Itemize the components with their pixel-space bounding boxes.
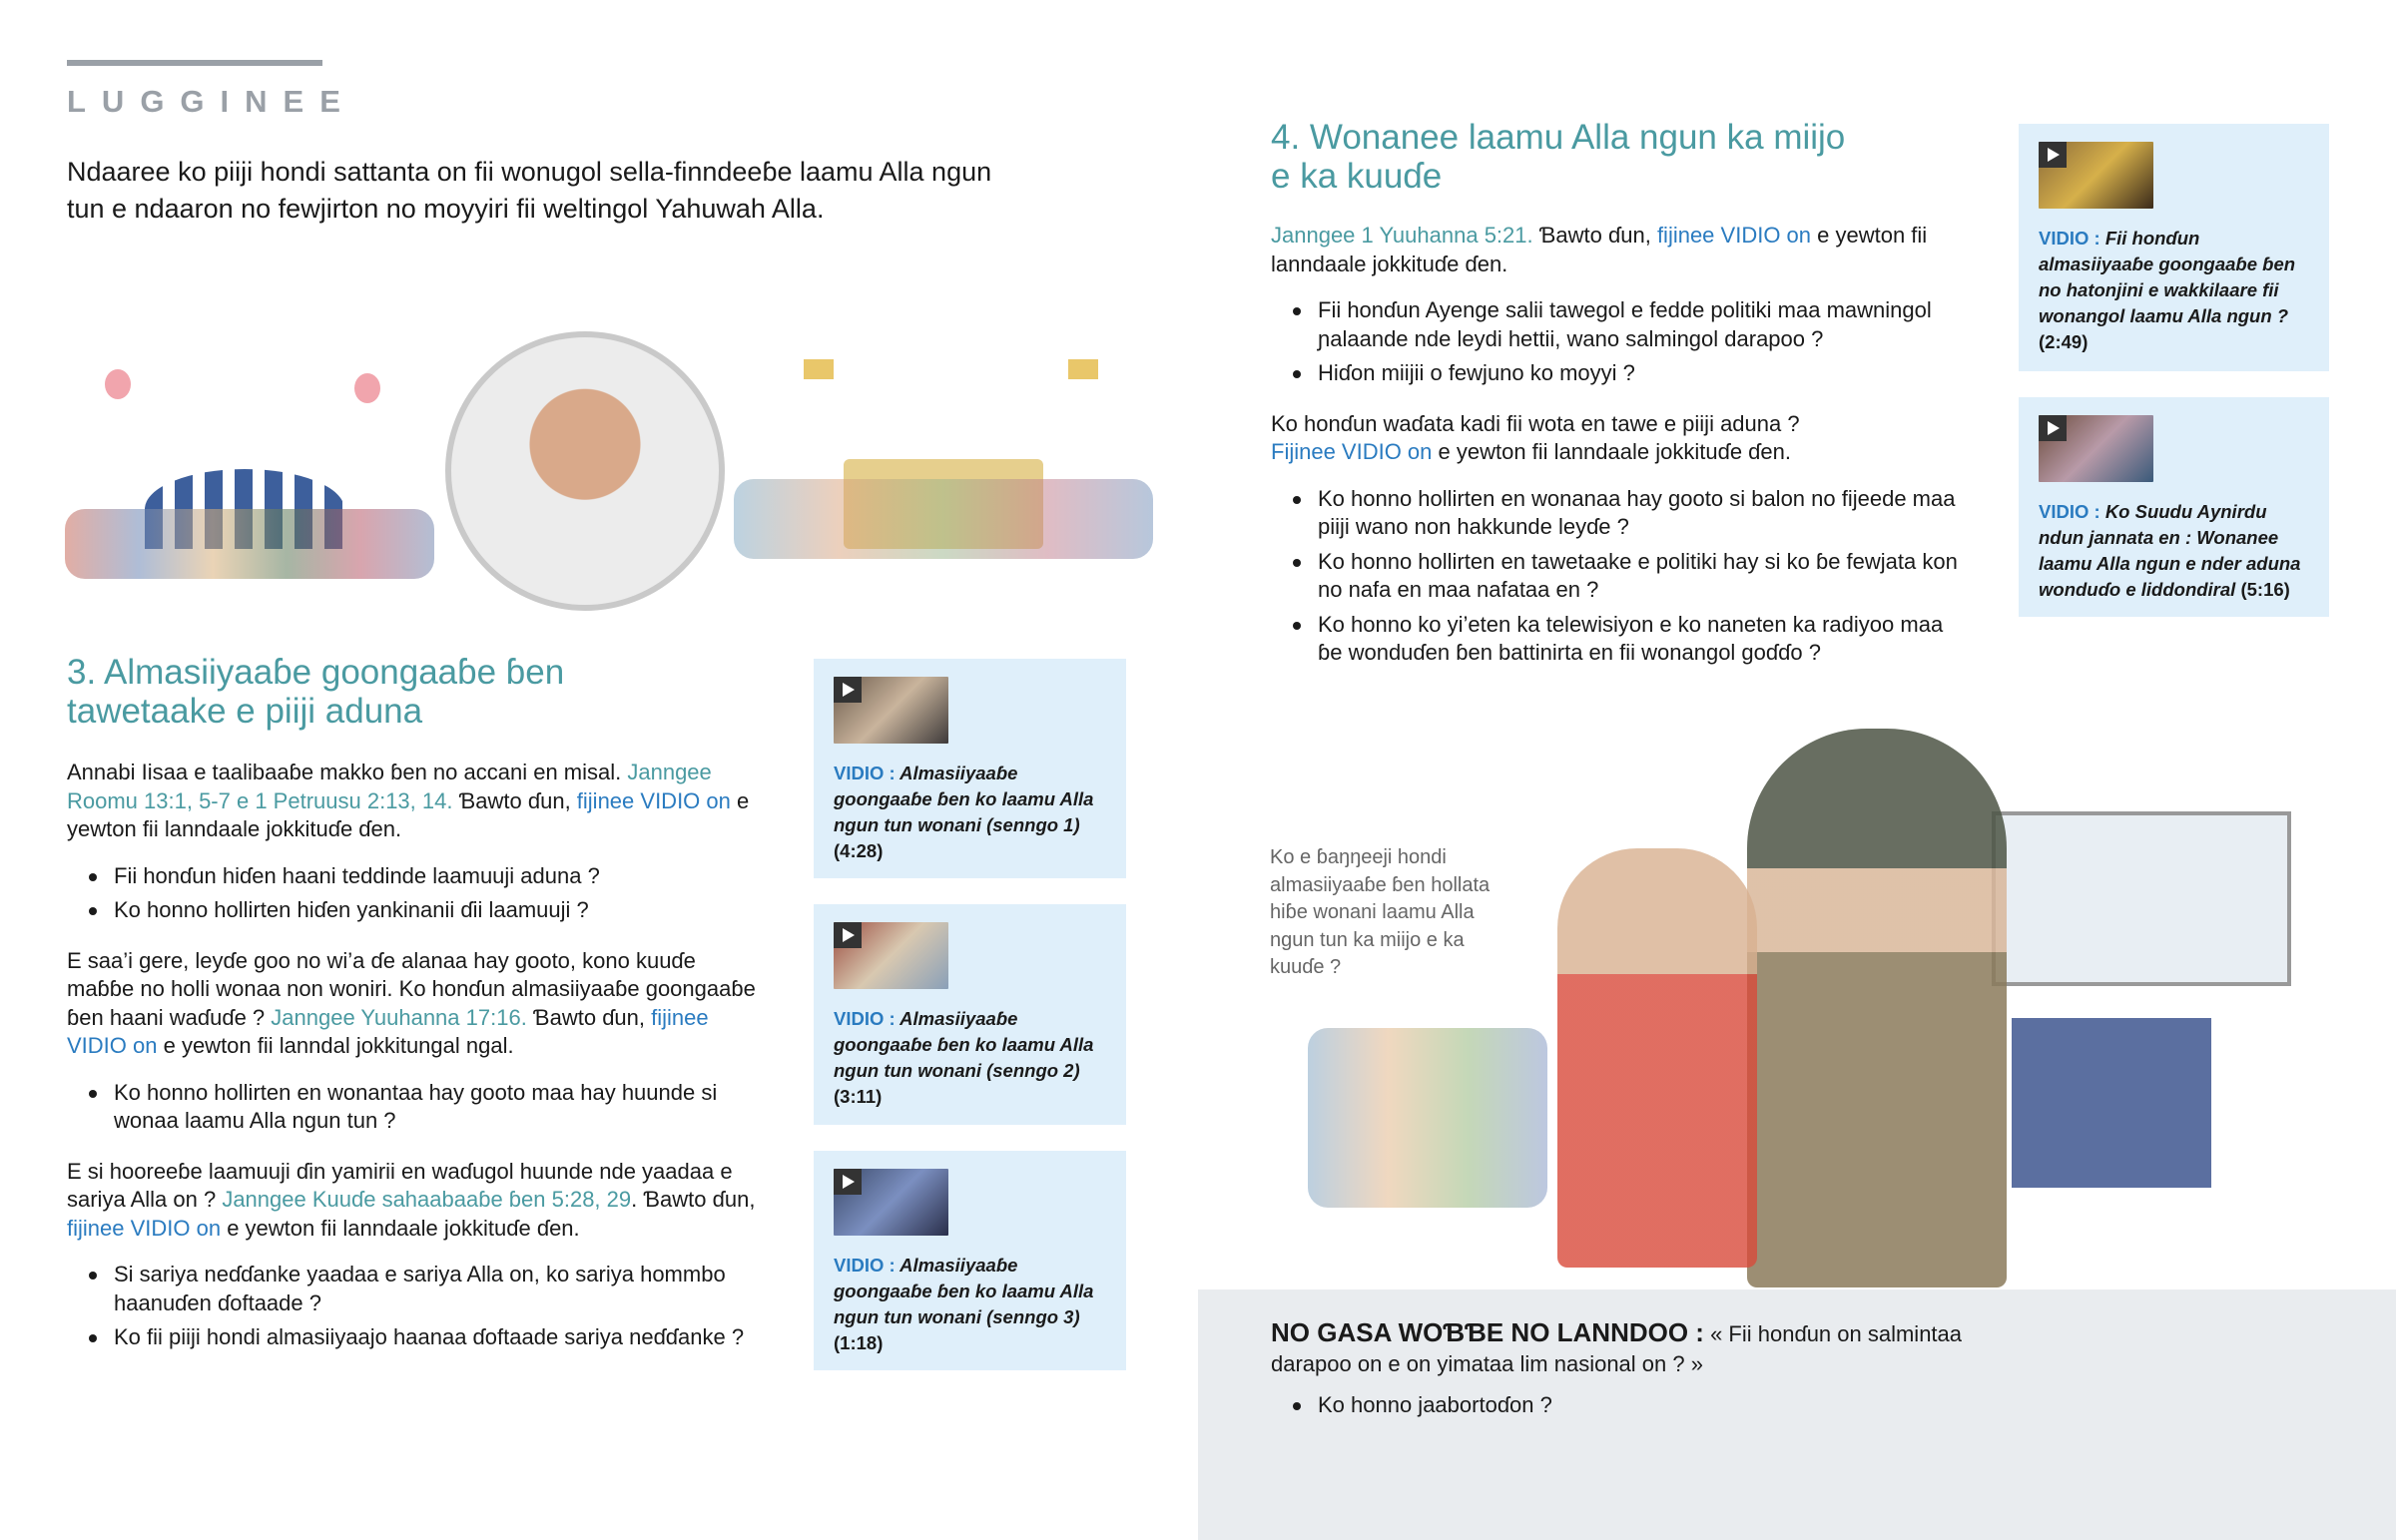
- video-duration: (2:49): [2039, 331, 2089, 352]
- text: Ɓawto ɗun,: [526, 1004, 652, 1030]
- video-duration: (3:11): [834, 1086, 883, 1107]
- scripture-link[interactable]: Janngee 1 Yuuhanna 5:21.: [1271, 223, 1533, 248]
- header-rule: [67, 60, 322, 66]
- text: e yewton fii lanndaale jokkituɗe ɗen.: [221, 1215, 580, 1241]
- video-card[interactable]: [814, 1151, 1126, 1370]
- flag: [1068, 359, 1098, 379]
- tv-screen: [1992, 811, 2291, 986]
- discussion-box: [1198, 1289, 2396, 1540]
- question-item: Fii honɗun Ayenge salii tawegol e fedde politiki maa mawningol ɲalaande nde leydi hettii, wano salmingol darapoo ?: [1271, 296, 1970, 353]
- fan: [1557, 848, 1757, 1268]
- rally-illustration-left: [65, 359, 434, 589]
- section-4-title: 4. Wonanee laamu Alla ngun ka miijo e ka kuuɗe: [1271, 118, 1846, 196]
- play-icon[interactable]: [834, 922, 862, 948]
- video-thumbnail[interactable]: [834, 677, 948, 744]
- discussion-prompt: [1271, 1317, 1990, 1379]
- paragraph: [67, 759, 766, 844]
- question-item: Ko honno hollirten hiɗen yankinanii ɗii laamuuji ?: [67, 896, 766, 925]
- video-label: VIDIO :: [2039, 228, 2100, 249]
- video-duration: (4:28): [834, 840, 884, 861]
- balloons: [105, 369, 131, 399]
- question-item: Ko honno ko yi’eten ka telewisiyon e ko naneten ka radiyoo maa ɓe wonduɗen ɓen battinirta en fii wonangol goɗɗo ?: [1271, 611, 1970, 668]
- video-title[interactable]: Almasiiyaaɓe goongaaɓe ɓen ko laamu Alla ngun tun wonani (senngo 3): [834, 1255, 1094, 1327]
- text: Annabi Iisaa e taalibaaɓe makko ɓen no accani en misal.: [67, 760, 628, 784]
- question-list: [1271, 296, 1970, 388]
- video-thumbnail[interactable]: [834, 1169, 948, 1236]
- text: Ɓawto ɗun,: [452, 787, 577, 813]
- question-list: [67, 1079, 766, 1136]
- text: e yewton fii lanndaale jokkituɗe ɗen.: [67, 787, 750, 841]
- paragraph: [67, 1158, 766, 1244]
- text: e yewton fii lanndal jokkitungal ngal.: [157, 1033, 514, 1058]
- rally-illustration-right: [734, 359, 1153, 589]
- portrait-politician: [445, 331, 725, 611]
- video-label: VIDIO :: [2039, 501, 2100, 522]
- video-title[interactable]: Fii honɗun almasiiyaaɓe goongaaɓe ɓen no hatonjini e wakkilaare fii wonangol laamu Alla ngun ?: [2039, 228, 2296, 326]
- video-title[interactable]: Ko Suudu Aynirdu ndun jannata en : Wonanee laamu Alla ngun e nder aduna wonduɗo e liddondiral: [2039, 501, 2301, 600]
- neutrality-illustration: [1298, 699, 2356, 1289]
- video-card[interactable]: [2019, 397, 2329, 617]
- text: Ko honɗun waɗata kadi fii wota en tawe e piiji aduna ?: [1271, 410, 1800, 436]
- text: e yewton fii lanndaale jokkituɗe ɗen.: [1271, 223, 1928, 276]
- video-card[interactable]: [814, 659, 1126, 878]
- intro-text: Ndaaree ko piiji hondi sattanta on fii wonugol sella-finndeeɓe laamu Alla ngun tun e ndaaron no fewjirton no moyyiri fii weltingol Yahuwah Alla.: [67, 157, 992, 224]
- question-item: Ko honno hollirten en wonantaa hay gooto maa hay huunde si wonaa laamu Alla ngun tun ?: [67, 1079, 766, 1136]
- video-duration: (5:16): [2240, 579, 2290, 600]
- text: E si hooreeɓe laamuuji ɗin yamirii en waɗugol huunde nde yaadaa e sariya Alla on ?: [67, 1158, 733, 1212]
- video-label: VIDIO :: [834, 1008, 896, 1029]
- flag: [804, 359, 834, 379]
- play-icon[interactable]: [834, 1169, 862, 1195]
- protest-crowd: [1308, 1028, 1547, 1208]
- video-thumbnail[interactable]: [2039, 415, 2153, 482]
- discussion-list: [1271, 1391, 1970, 1426]
- video-link[interactable]: Fijinee VIDIO on: [1271, 439, 1433, 464]
- paragraph: [1271, 222, 1970, 278]
- section-4: [1271, 118, 1970, 690]
- text: . Ɓawto ɗun,: [631, 1187, 756, 1212]
- video-card[interactable]: [814, 904, 1126, 1125]
- scripture-link[interactable]: Janngee Kuuɗe sahaabaaɓe ɓen 5:28, 29: [222, 1187, 632, 1212]
- question-list: [67, 862, 766, 925]
- balloons: [354, 373, 380, 403]
- video-link[interactable]: fijinee VIDIO on: [576, 787, 731, 813]
- question-item: Fii honɗun hiɗen haani teddinde laamuuji aduna ?: [67, 862, 766, 891]
- video-duration: (1:18): [834, 1332, 884, 1353]
- crowd: [65, 509, 434, 579]
- section-3: [67, 653, 766, 1374]
- video-label: VIDIO :: [834, 763, 896, 783]
- illustration-caption: Ko e ɓaŋŋeeji hondi almasiiyaaɓe ɓen hollata hiɓe wonani laamu Alla ngun tun ka miijo e ka kuuɗe ?: [1270, 846, 1491, 978]
- play-icon[interactable]: [2039, 142, 2067, 168]
- question-item: Ko honno hollirten en wonanaa hay gooto si balon no fijeede maa piiji wano non hakkunde leyɗe ?: [1271, 485, 1970, 542]
- section-3-title: 3. Almasiiyaaɓe goongaaɓe ɓen tawetaake e piiji aduna: [67, 653, 565, 731]
- section-kicker: LUGGINEE: [67, 84, 356, 119]
- video-link[interactable]: fijinee VIDIO on: [1656, 223, 1812, 248]
- text: e yewton fii lanndaale jokkituɗe ɗen.: [1432, 439, 1791, 464]
- video-title[interactable]: Almasiiyaaɓe goongaaɓe ɓen ko laamu Alla ngun tun wonani (senngo 1): [834, 763, 1094, 835]
- crowd: [734, 479, 1153, 559]
- video-label: VIDIO :: [834, 1255, 896, 1276]
- scripture-link[interactable]: Janngee Roomu 13:1, 5-7 e 1 Petruusu 2:13, 14.: [67, 760, 712, 813]
- question-item: Ko fii piiji hondi almasiiyaajo haanaa ɗoftaade sariya neɗɗanke ?: [67, 1323, 766, 1352]
- question-item: Ko honno jaabortoɗon ?: [1271, 1391, 1970, 1420]
- discussion-label: NO GASA WOƁƁE NO LANNDOO :: [1271, 1317, 1704, 1347]
- question-list: [67, 1261, 766, 1352]
- question-list: [1271, 485, 1970, 668]
- ballot-box: [2012, 1018, 2211, 1188]
- text: E saa’i gere, leyɗe goo no wi’a ɗe alanaa hay gooto, kono kuuɗe maɓɓe no holli wonaa non woniri. Ko honɗun almasiiyaaɓe goongaaɓe ɓen haani waɗuɗe ?: [67, 947, 756, 1030]
- question-item: Hiɗon miijii o fewjuno ko moyyi ?: [1271, 359, 1970, 388]
- video-card[interactable]: [2019, 124, 2329, 371]
- text: Ɓawto ɗun,: [1532, 223, 1657, 248]
- scripture-link[interactable]: Janngee Yuuhanna 17:16.: [271, 1004, 527, 1030]
- discussion-question: « Fii honɗun on salmintaa darapoo on e on yimataa lim nasional on ? »: [1271, 1321, 1963, 1376]
- soldier: [1747, 729, 2007, 1287]
- video-link[interactable]: fijinee VIDIO on: [67, 1215, 222, 1241]
- question-item: Si sariya neɗɗanke yaadaa e sariya Alla on, ko sariya hommbo haanuɗen ɗoftaade ?: [67, 1261, 766, 1317]
- video-link[interactable]: fijinee VIDIO on: [67, 1004, 709, 1058]
- paragraph: [67, 947, 766, 1061]
- paragraph: [1271, 410, 1970, 467]
- video-title[interactable]: Almasiiyaaɓe goongaaɓe ɓen ko laamu Alla ngun tun wonani (senngo 2): [834, 1008, 1094, 1081]
- video-thumbnail[interactable]: [834, 922, 948, 989]
- question-item: Ko honno hollirten en tawetaake e politiki hay si ko ɓe fewjata kon no nafa en maa nafataa en ?: [1271, 548, 1970, 605]
- video-thumbnail[interactable]: [2039, 142, 2153, 209]
- play-icon[interactable]: [2039, 415, 2067, 441]
- play-icon[interactable]: [834, 677, 862, 703]
